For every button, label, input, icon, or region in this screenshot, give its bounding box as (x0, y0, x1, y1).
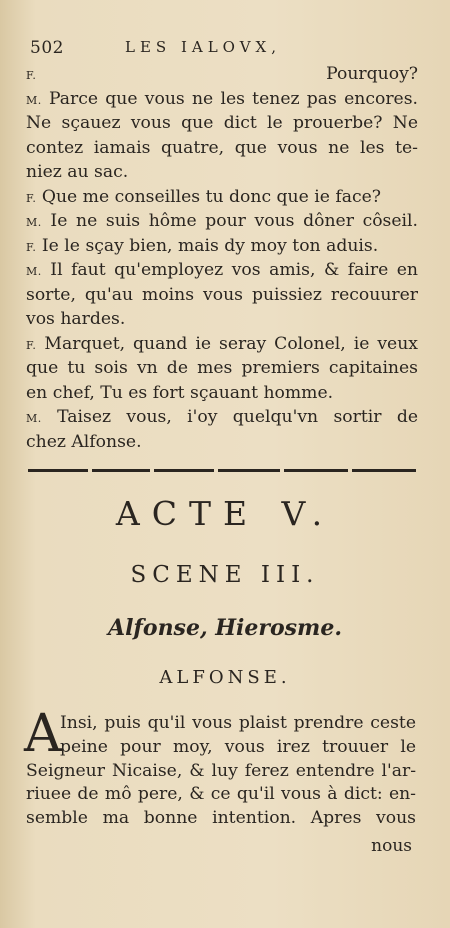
dialogue-line: M. Ie ne suis hôme pour vous dôner côseil. (26, 211, 418, 231)
dialogue-line: que tu sois vn de mes premiers capitaines (26, 358, 418, 378)
dialogue-line: M. Parce que vous ne les tenez pas encores. (26, 88, 418, 109)
dialogue-block (26, 63, 418, 455)
dialogue-line: F. Que me conseilles tu donc que ie face? (26, 186, 382, 207)
running-title: LES IALOVX, (125, 38, 281, 56)
scene-characters: Alfonse, Hierosme. (108, 615, 342, 641)
act-heading: ACTE V. (115, 494, 335, 533)
paragraph-line: riuee de mô pere, & ce qu'il vous à dict: en- (26, 784, 416, 805)
dialogue-line: F. Marquet, quand ie seray Colonel, ie veux (26, 333, 418, 354)
dialogue-line: Ne sçauez vous que dict le prouerbe? Ne (26, 113, 418, 133)
speaker-heading: ALFONSE. (159, 667, 291, 688)
dialogue-line: contez iamais quatre, que vous ne les te- (26, 137, 418, 158)
dialogue-line: chez Alfonse. (26, 431, 142, 452)
catchword: nous (371, 836, 412, 856)
paragraph-line: peine pour moy, vous irez trouuer le (60, 736, 416, 757)
speech-paragraph (24, 704, 416, 831)
dialogue-line: M. Taisez vous, i'oy quelqu'vn sortir de (26, 407, 418, 427)
dialogue-line: vos hardes. (26, 309, 126, 329)
running-head (30, 38, 420, 58)
paragraph-line: semble ma bonne intention. Apres vous (26, 808, 416, 829)
paragraph-line: Seigneur Nicaise, & luy ferez entendre l'ar- (26, 760, 416, 781)
paragraph-line: Insi, puis qu'il vous plaist prendre ceste (60, 713, 416, 733)
ornamental-rule (28, 468, 416, 474)
dialogue-line: en chef, Tu es fort sçauant homme. (26, 382, 334, 403)
dialogue-line: M. Il faut qu'employez vos amis, & faire en (26, 260, 418, 280)
dialogue-line: sorte, qu'au moins vous puissiez recouurer (26, 284, 418, 305)
page-number: 502 (30, 38, 64, 58)
dialogue-line: F. Pourquoy? (26, 64, 418, 84)
dialogue-line: niez au sac. (26, 162, 129, 182)
drop-cap: A (24, 704, 62, 764)
dialogue-line: F. Ie le sçay bien, mais dy moy ton aduis. (26, 235, 379, 256)
scene-heading: SCENE III. (130, 562, 320, 588)
